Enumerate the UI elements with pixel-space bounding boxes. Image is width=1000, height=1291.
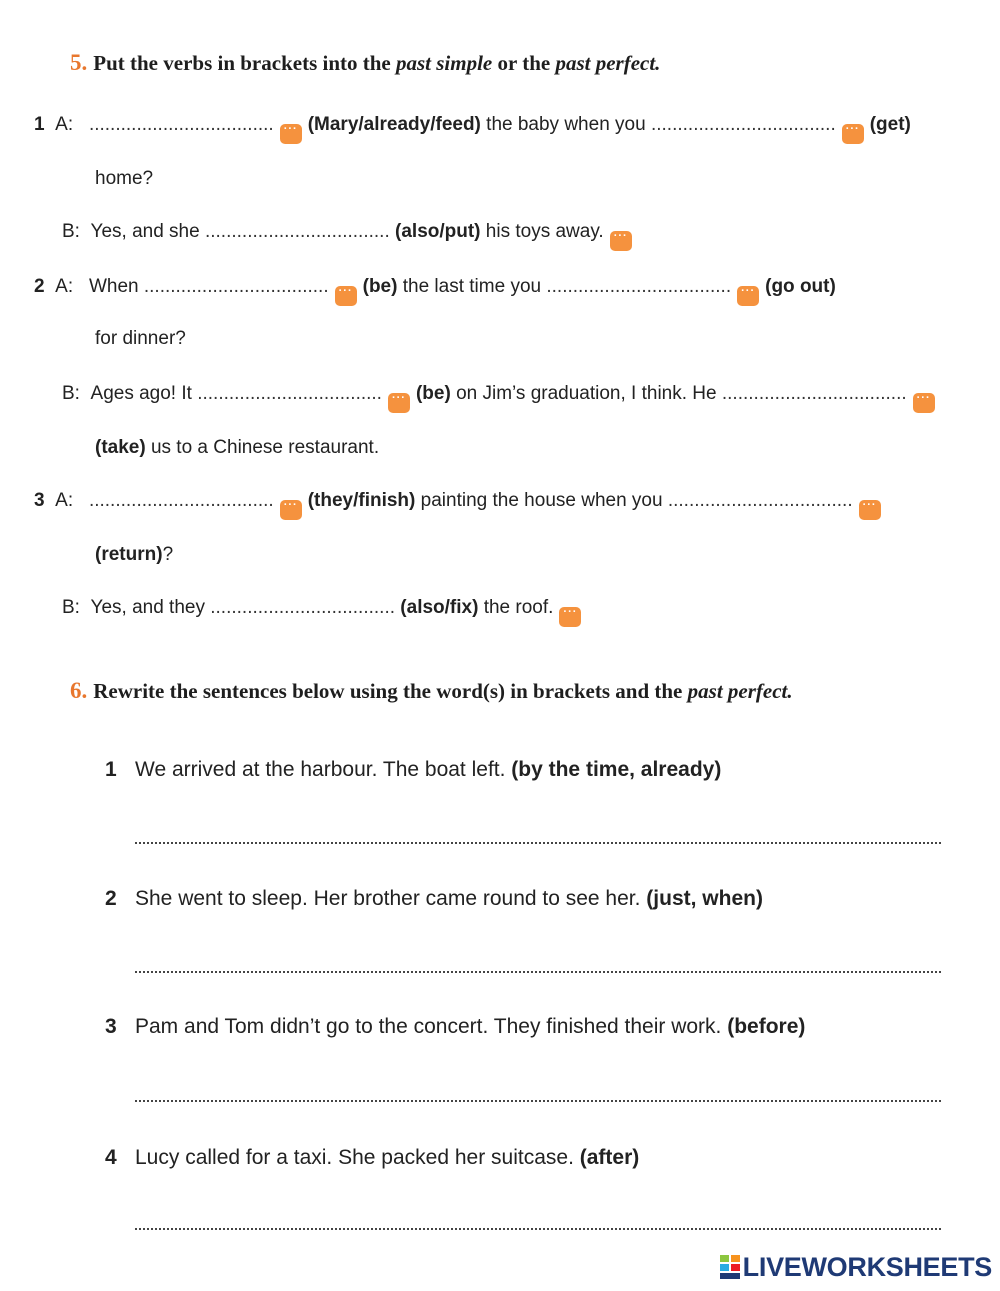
- answer-blank: ...................................: [88, 490, 274, 511]
- answer-blank: ...................................: [546, 276, 732, 297]
- section-5-number: 5.: [70, 50, 88, 75]
- ellipsis-button-icon[interactable]: ···: [388, 393, 410, 413]
- ellipsis-button-icon[interactable]: ···: [335, 286, 357, 306]
- rewrite-item-4: 4 Lucy called for a taxi. She packed her suitcase. (after): [105, 1146, 640, 1169]
- section-6-heading: 6. Rewrite the sentences below using the word(s) in brackets and the past perfect.: [70, 678, 793, 703]
- ellipsis-button-icon[interactable]: ···: [610, 231, 632, 251]
- item-2-line-a-cont: for dinner?: [95, 328, 186, 349]
- ellipsis-button-icon[interactable]: ···: [280, 124, 302, 144]
- item-2-line-b: B: Ages ago! It ................................... ··· (be) on Jim’s graduation, I think. He ................................... ···: [62, 382, 941, 413]
- item-1-line-a: 1 A: ................................... ··· (Mary/already/feed) the baby when you ................................... ··· (get): [34, 113, 911, 144]
- answer-line-4[interactable]: [135, 1224, 941, 1230]
- ellipsis-button-icon[interactable]: ···: [280, 500, 302, 520]
- answer-line-2[interactable]: [135, 967, 941, 973]
- answer-blank: ...................................: [197, 383, 382, 404]
- item-3-line-a: 3 A: ................................... ··· (they/finish) painting the house when you ................................... ···: [34, 489, 887, 520]
- answer-line-3[interactable]: [135, 1096, 941, 1102]
- answer-line-1[interactable]: [135, 838, 941, 844]
- rewrite-item-2: 2 She went to sleep. Her brother came round to see her. (just, when): [105, 887, 763, 910]
- rewrite-item-3: 3 Pam and Tom didn’t go to the concert. They finished their work. (before): [105, 1015, 806, 1038]
- answer-blank: ...................................: [650, 114, 836, 135]
- ellipsis-button-icon[interactable]: ···: [913, 393, 935, 413]
- answer-blank: ...................................: [210, 597, 396, 618]
- ellipsis-button-icon[interactable]: ···: [859, 500, 881, 520]
- rewrite-item-1: 1 We arrived at the harbour. The boat left. (by the time, already): [105, 758, 722, 781]
- logo-blocks-icon: [720, 1255, 740, 1279]
- answer-blank: ...................................: [143, 276, 329, 297]
- ellipsis-button-icon[interactable]: ···: [559, 607, 581, 627]
- ellipsis-button-icon[interactable]: ···: [842, 124, 864, 144]
- section-6-number: 6.: [70, 678, 88, 703]
- item-1-line-a-cont: home?: [95, 168, 154, 189]
- answer-blank: ...................................: [88, 114, 274, 135]
- answer-blank: ...................................: [667, 490, 853, 511]
- item-3-line-a-cont: (return)?: [95, 544, 174, 565]
- item-2-line-b-cont: (take) us to a Chinese restaurant.: [95, 437, 380, 458]
- item-1-line-b: B: Yes, and she ................................... (also/put) his toys away. ···: [62, 220, 638, 251]
- liveworksheets-logo: [720, 1252, 992, 1283]
- ellipsis-button-icon[interactable]: ···: [737, 286, 759, 306]
- item-3-line-b: B: Yes, and they ................................... (also/fix) the roof. ···: [62, 596, 587, 627]
- answer-blank: ...................................: [204, 221, 390, 242]
- answer-blank: ...................................: [721, 383, 907, 404]
- item-2-line-a: 2 A: When ................................... ··· (be) the last time you ................................... ··· (go out): [34, 275, 836, 306]
- section-5-heading: 5. Put the verbs in brackets into the past simple or the past perfect.: [70, 50, 661, 75]
- logo-text: LIVEWORKSHEETS: [742, 1252, 992, 1282]
